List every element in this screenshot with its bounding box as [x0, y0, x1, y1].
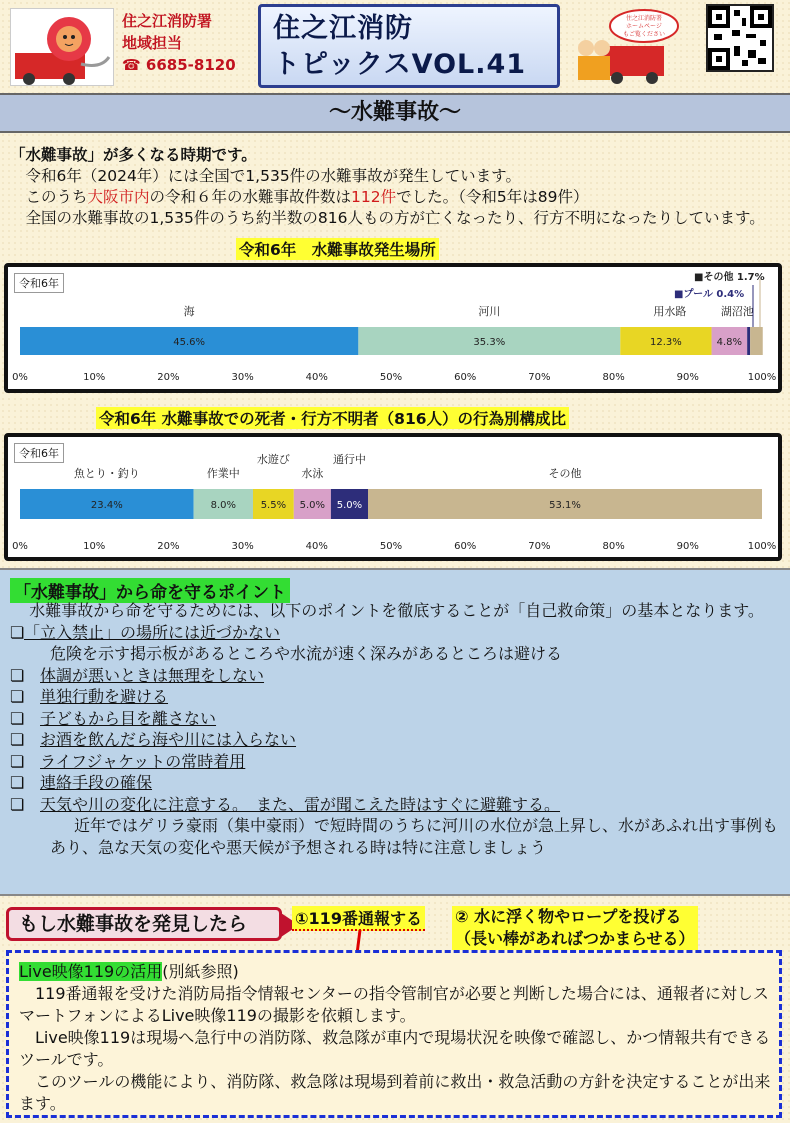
chart1-title: 令和6年 水難事故発生場所	[236, 238, 439, 260]
checkbox-icon: ❏	[10, 773, 25, 792]
tick-label: 10%	[83, 372, 106, 383]
intro-p3-osaka: 大阪市内	[87, 188, 150, 206]
category-label: その他	[548, 467, 582, 480]
step2-line1: ② 水に浮く物やロープを投げる	[455, 907, 682, 926]
point-item-text: 単独行動を避ける	[40, 687, 169, 706]
dept-role: 地域担当	[122, 34, 183, 52]
point-item	[10, 794, 782, 816]
data-label: 35.3%	[473, 337, 506, 348]
points-note: 近年ではゲリラ豪雨（集中豪雨）で短時間のうちに河川の水位が急上昇し、水があふれ出す事例もあり、急な天気の変化や悪天候が予想される時は特に注意しましょう	[50, 816, 779, 857]
data-label: 45.6%	[173, 337, 206, 348]
tick-label: 20%	[157, 541, 180, 552]
point-item-text: 連絡手段の確保	[40, 773, 153, 792]
firefighter-mascot-icon	[572, 8, 682, 86]
tick-label: 40%	[305, 372, 328, 383]
tick-label: 0%	[12, 372, 28, 383]
tick-label: 20%	[157, 372, 180, 383]
points-heading: 「水難事故」から命を守るポイント	[10, 578, 290, 603]
section-title: ～水難事故～	[0, 93, 790, 133]
chart2-year: 令和6年	[14, 443, 64, 463]
point-item-text: 子どもから目を離さない	[40, 708, 217, 728]
live-video-box	[6, 950, 782, 1118]
points-body	[10, 600, 782, 858]
tick-label: 10%	[83, 541, 106, 552]
title-box	[258, 4, 560, 88]
checkbox-icon: ❏	[10, 751, 25, 771]
tick-label: 40%	[305, 541, 328, 552]
department-info	[122, 10, 236, 76]
checkbox-icon: ❏	[10, 730, 25, 749]
legend-pool: ■プール 0.4%	[674, 289, 745, 300]
intro-p2-text: 令和6年（2024年）には全国で1,535件の水難事故が発生しています。	[25, 167, 521, 185]
safety-points	[0, 568, 790, 896]
tick-label: 90%	[676, 541, 699, 552]
tick-label: 90%	[676, 372, 699, 383]
data-label: 53.1%	[549, 500, 581, 511]
tick-label: 50%	[379, 372, 403, 383]
step2-line2: （長い棒があればつかまらせる）	[455, 928, 695, 952]
chart1-box	[4, 263, 782, 393]
legend-other: ■その他 1.7%	[694, 272, 765, 283]
tick-label: 100%	[747, 372, 777, 383]
tick-label: 30%	[231, 372, 254, 383]
point-item-text: 天気や川の変化に注意する。 また、雷が聞こえた時はすぐに避難する。	[40, 794, 561, 814]
live-heading: Live映像119の活用	[19, 962, 163, 981]
dept-tel: ☎ 6685-8120	[122, 56, 236, 74]
category-label: 水泳	[301, 467, 324, 480]
category-label: 海	[183, 305, 195, 318]
tick-label: 30%	[231, 541, 254, 552]
checkbox-icon: ❏	[10, 794, 25, 814]
point-item-text: お酒を飲んだら海や川には入らない	[40, 730, 297, 749]
tick-label: 60%	[454, 372, 477, 383]
category-label: 作業中	[206, 467, 240, 480]
live-body	[19, 961, 771, 1115]
qr-code-icon[interactable]	[706, 4, 774, 72]
intro-p3-count: 112件	[351, 188, 397, 206]
data-label: 12.3%	[650, 337, 682, 348]
data-label: 5.5%	[260, 500, 287, 511]
live-p3: このツールの機能により、消防隊、救急隊は現場到着前に救出・救急活動の方針を決定することが出来ます。	[19, 1072, 771, 1113]
chart1-svg	[8, 267, 778, 389]
intro-p1: 「水難事故」が多くなる時期です。	[10, 146, 257, 164]
checkbox-icon: ❏	[10, 687, 25, 706]
checkbox-icon: ❏	[10, 708, 25, 728]
step-call-119: ①119番通報する	[292, 906, 425, 931]
category-label: 魚とり・釣り	[73, 467, 140, 480]
category-label: 水遊び	[256, 453, 290, 466]
point-item	[10, 622, 782, 644]
tick-label: 80%	[602, 372, 625, 383]
intro-p3a: このうち	[25, 188, 88, 206]
intro-p4: 全国の水難事故の1,535件のうち約半数の816人もの方が亡くなったり、行方不明になったりしています。	[25, 209, 765, 227]
points-intro: 水難事故から命を守るためには、以下のポイントを徹底することが「自己救命策」の基本となります。	[29, 601, 764, 620]
dept-name: 住之江消防署	[122, 12, 213, 30]
data-label: 23.4%	[90, 500, 123, 511]
category-label: 通行中	[332, 453, 366, 466]
mascot-logo	[10, 8, 114, 86]
data-label: 4.8%	[716, 337, 743, 348]
intro-p3c: の令和６年の水難事故件数は	[149, 188, 352, 206]
live-heading-note: (別紙参照)	[162, 962, 239, 981]
chart2-svg	[8, 437, 778, 557]
point-item	[10, 708, 782, 730]
chart2-box	[4, 433, 782, 561]
tick-label: 60%	[454, 541, 477, 552]
category-label: 用水路	[653, 305, 687, 318]
live-p2: Live映像119は現場へ急行中の消防隊、救急隊が車内で現場状況を映像で確認し、かつ情報共有できるツールです。	[19, 1028, 771, 1069]
tick-label: 70%	[528, 372, 551, 383]
point-item	[10, 686, 782, 708]
data-label: 5.0%	[299, 500, 326, 511]
category-label: 河川	[478, 305, 501, 318]
tick-label: 70%	[528, 541, 551, 552]
point-item-text: 「立入禁止」の場所には近づかない	[24, 622, 281, 642]
bar-segment	[750, 327, 763, 355]
checkbox-icon: ❏	[10, 665, 25, 685]
tick-label: 0%	[12, 541, 28, 552]
tick-label: 50%	[379, 541, 403, 552]
tick-label: 80%	[602, 541, 625, 552]
intro-p2	[10, 166, 780, 187]
live-p1: 119番通報を受けた消防局指令情報センターの指令管制官が必要と判断した場合には、通報者に対しスマートフォンによるLive映像119の撮影を依頼します。	[19, 984, 769, 1025]
point-item	[10, 772, 782, 794]
bar-segment	[747, 327, 750, 355]
point-item-text: 体調が悪いときは無理をしない	[40, 665, 265, 685]
found-label: もし水難事故を発見したら	[6, 907, 282, 941]
point-sub: 危険を示す掲示板があるところや水流が速く深みがあるところは避ける	[50, 644, 563, 663]
hp-note-2: ホームページ	[626, 23, 662, 30]
hp-note-3: もご覧ください	[622, 31, 666, 38]
intro-p3	[10, 187, 780, 208]
title-line2: トピックスVOL.41	[273, 49, 527, 80]
point-item	[10, 665, 782, 687]
step-throw-float	[452, 906, 698, 952]
data-label: 8.0%	[210, 500, 237, 511]
point-item	[10, 751, 782, 773]
chart2-title: 令和6年 水難事故での死者・行方不明者（816人）の行為別構成比	[96, 407, 569, 429]
data-label: 5.0%	[336, 500, 363, 511]
chart1-year: 令和6年	[14, 273, 64, 293]
live-heading-row	[19, 961, 771, 983]
hp-note: 住之江消防署	[625, 15, 663, 22]
checkbox-icon: ❏	[10, 622, 25, 642]
point-item	[10, 729, 782, 751]
point-item-text: ライフジャケットの常時着用	[40, 751, 246, 771]
intro-text	[10, 145, 780, 229]
category-label: 湖沼池	[720, 305, 754, 318]
title-line1: 住之江消防	[273, 13, 413, 44]
tick-label: 100%	[747, 541, 777, 552]
intro-p3e: でした。（令和5年は89件）	[396, 188, 589, 206]
